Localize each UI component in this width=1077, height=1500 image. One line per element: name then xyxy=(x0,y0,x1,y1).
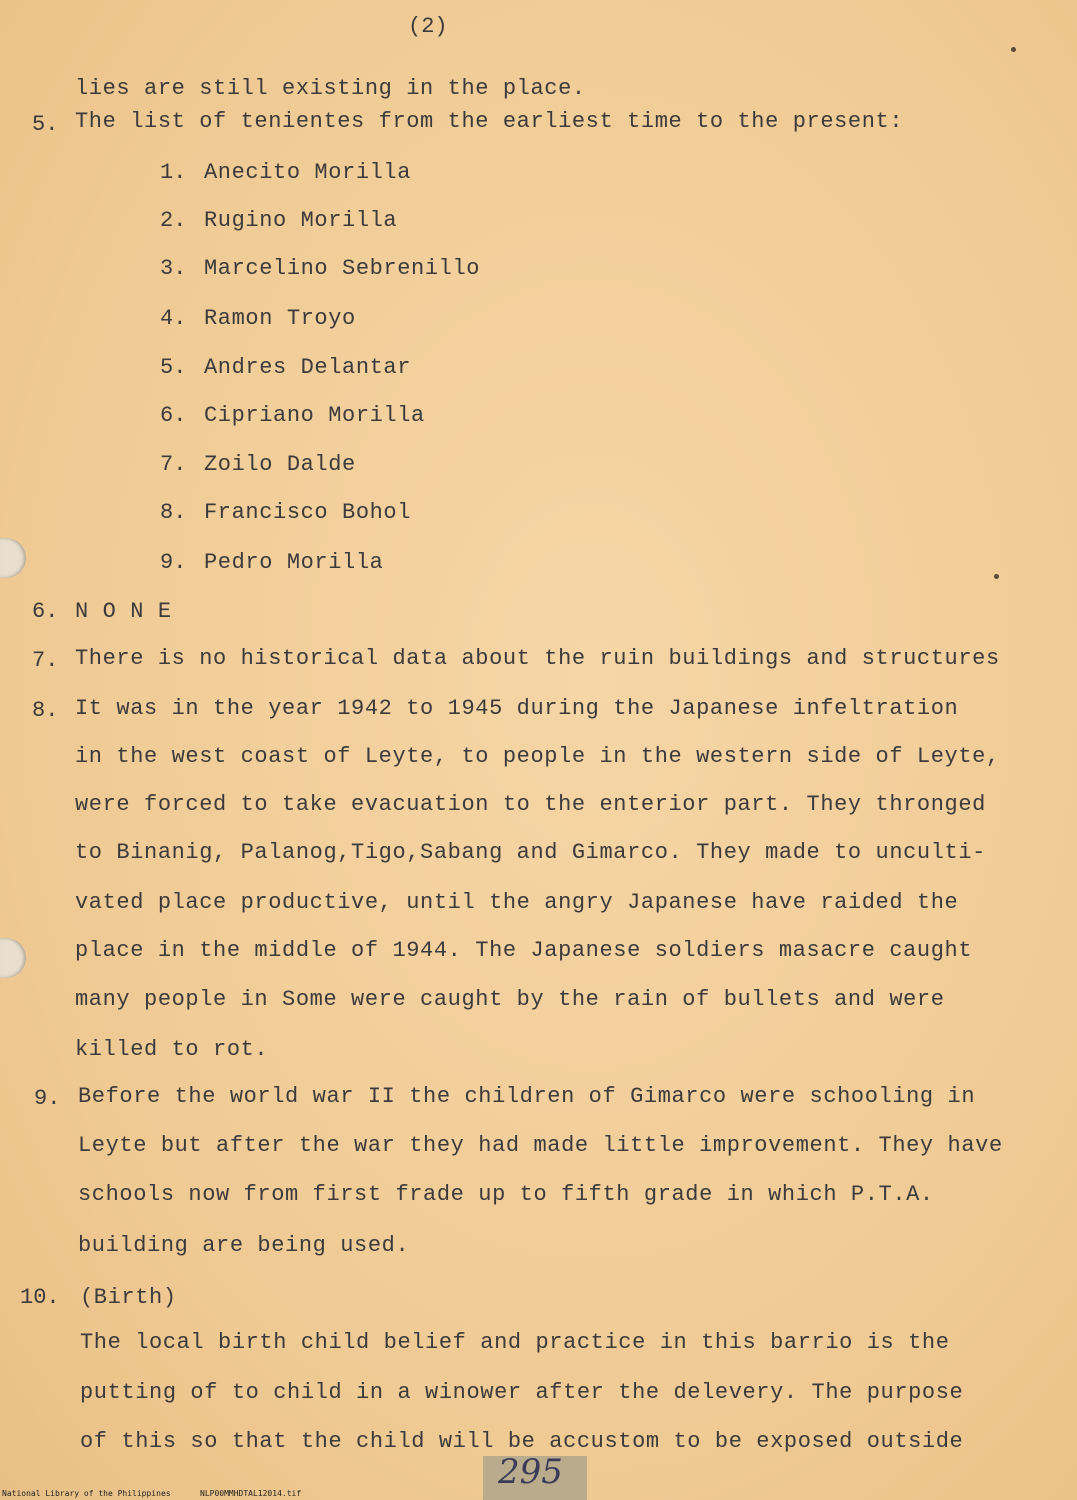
text-line: in the west coast of Leyte, to people in the western side of Leyte, xyxy=(75,744,1000,769)
ink-spot xyxy=(994,574,999,579)
item-number: 8. xyxy=(32,698,59,723)
page-number: (2) xyxy=(408,14,448,39)
footer-library: National Library of the Philippines xyxy=(2,1489,171,1498)
list-item-number: 3. xyxy=(160,256,187,281)
punch-hole xyxy=(0,538,26,578)
list-item: Francisco Bohol xyxy=(204,500,412,525)
text-line: vated place productive, until the angry Japanese have raided the xyxy=(75,890,959,915)
punch-hole xyxy=(0,938,26,978)
text-line: (Birth) xyxy=(80,1285,177,1310)
list-item: Andres Delantar xyxy=(204,355,412,380)
text-line: many people in Some were caught by the rain of bullets and were xyxy=(75,987,945,1012)
list-item: Marcelino Sebrenillo xyxy=(204,256,481,281)
item-number: 7. xyxy=(32,648,59,673)
list-item-number: 5. xyxy=(160,355,187,380)
list-item: Pedro Morilla xyxy=(204,550,384,575)
list-item-number: 1. xyxy=(160,160,187,185)
text-line: were forced to take evacuation to the enterior part. They thronged xyxy=(75,792,986,817)
ink-spot xyxy=(1011,47,1016,52)
list-item-number: 9. xyxy=(160,550,187,575)
text-line: place in the middle of 1944. The Japanese soldiers masacre caught xyxy=(75,938,973,963)
list-item: Ramon Troyo xyxy=(204,306,356,331)
text-line: N O N E xyxy=(75,599,172,624)
text-line: building are being used. xyxy=(78,1233,410,1258)
text-line: There is no historical data about the ruin buildings and structures xyxy=(75,646,1000,671)
list-item: Rugino Morilla xyxy=(204,208,398,233)
footer-filename: NLP00MMHDTAL12014.tif xyxy=(200,1489,302,1498)
text-line: lies are still existing in the place. xyxy=(75,76,586,101)
text-line: The list of tenientes from the earliest time to the present: xyxy=(75,109,904,134)
handwritten-page-stamp: 295 xyxy=(498,1452,563,1492)
item-number: 10. xyxy=(20,1285,60,1310)
list-item: Anecito Morilla xyxy=(204,160,412,185)
list-item-number: 7. xyxy=(160,452,187,477)
text-line: to Binanig, Palanog,Tigo,Sabang and Gimarco. They made to unculti- xyxy=(75,840,986,865)
text-line: Before the world war II the children of Gimarco were schooling in xyxy=(78,1084,976,1109)
list-item-number: 2. xyxy=(160,208,187,233)
item-number: 9. xyxy=(34,1086,61,1111)
list-item: Zoilo Dalde xyxy=(204,452,356,477)
list-item-number: 8. xyxy=(160,500,187,525)
item-number: 5. xyxy=(32,112,59,137)
text-line: putting of to child in a winower after the delevery. The purpose xyxy=(80,1380,964,1405)
text-line: It was in the year 1942 to 1945 during the Japanese infeltration xyxy=(75,696,959,721)
text-line: Leyte but after the war they had made little improvement. They have xyxy=(78,1133,1003,1158)
list-item-number: 6. xyxy=(160,403,187,428)
list-item: Cipriano Morilla xyxy=(204,403,425,428)
text-line: of this so that the child will be accustom to be exposed outside xyxy=(80,1429,964,1454)
text-line: killed to rot. xyxy=(75,1037,269,1062)
item-number: 6. xyxy=(32,599,59,624)
text-line: The local birth child belief and practice in this barrio is the xyxy=(80,1330,950,1355)
text-line: schools now from first frade up to fifth grade in which P.T.A. xyxy=(78,1182,934,1207)
list-item-number: 4. xyxy=(160,306,187,331)
